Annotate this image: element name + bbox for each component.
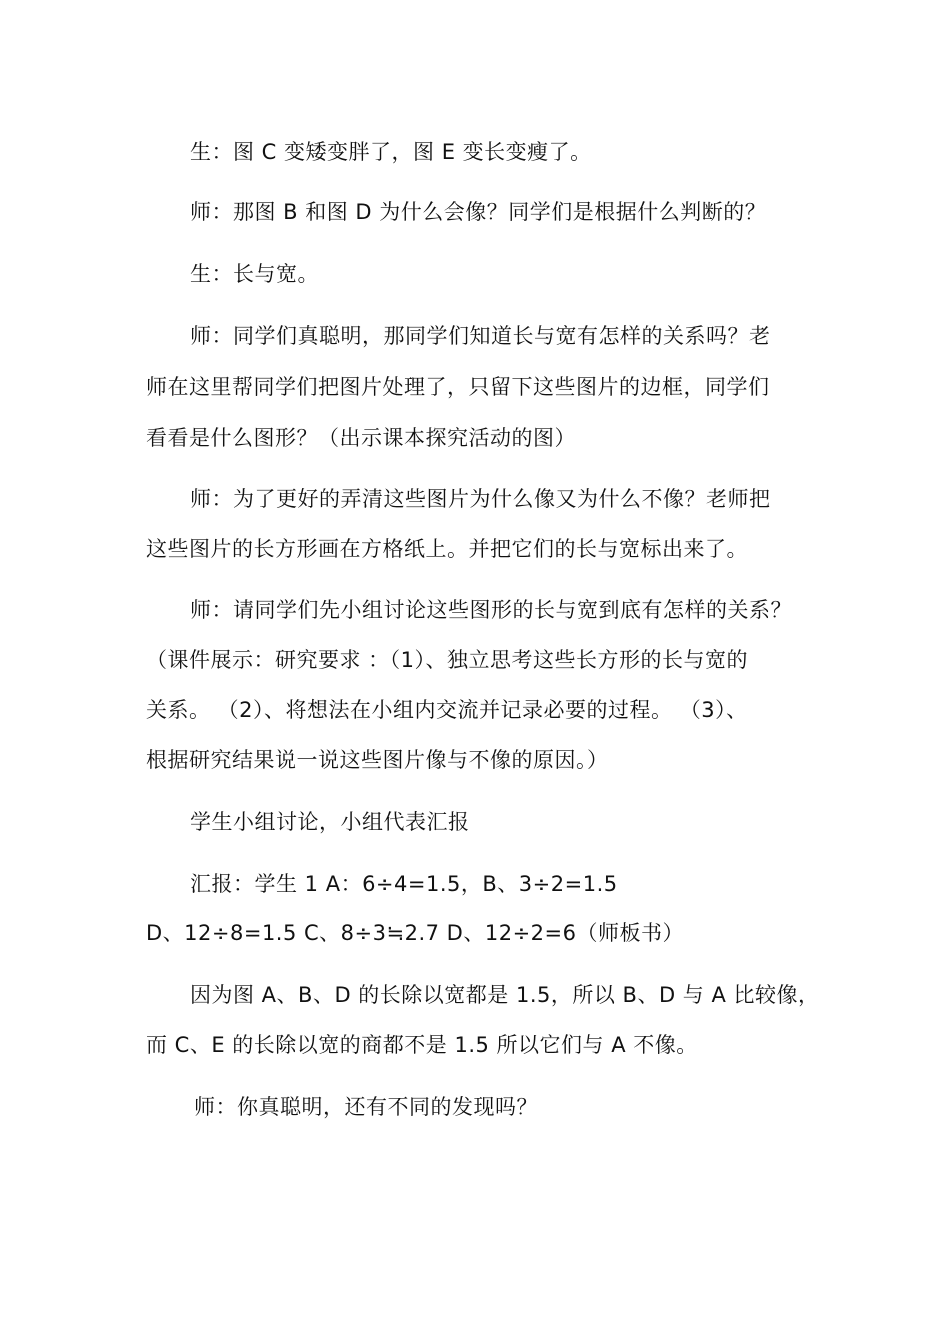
- paragraph-line: 师：为了更好的弄清这些图片为什么像又为什么不像？老师把: [190, 487, 771, 511]
- paragraph-line: 这些图片的长方形画在方格纸上。并把它们的长与宽标出来了。: [146, 537, 748, 561]
- paragraph-line: 师在这里帮同学们把图片处理了，只留下这些图片的边框，同学们: [146, 375, 770, 399]
- paragraph-line: 根据研究结果说一说这些图片像与不像的原因。）: [146, 748, 609, 772]
- paragraph-line: 师：你真聪明，还有不同的发现吗？: [194, 1095, 538, 1119]
- paragraph-line: 生：图 C 变矮变胖了，图 E 变长变瘦了。: [190, 140, 592, 164]
- paragraph-line: 看看是什么图形？（出示课本探究活动的图）: [146, 426, 576, 450]
- paragraph-line: 而 C、E 的长除以宽的商都不是 1.5 所以它们与 A 不像。: [146, 1033, 698, 1057]
- paragraph-line: 汇报：学生 1 A：6÷4=1.5，B、3÷2=1.5: [190, 872, 618, 896]
- paragraph-line: 因为图 A、B、D 的长除以宽都是 1.5，所以 B、D 与 A 比较像，: [190, 983, 820, 1007]
- paragraph-line: 生：长与宽。: [190, 262, 319, 286]
- paragraph-line: （课件展示：研究要求 ：（1）、独立思考这些长方形的长与宽的: [146, 648, 749, 672]
- paragraph-line: 师：那图 B 和图 D 为什么会像？同学们是根据什么判断的？: [190, 200, 767, 224]
- paragraph-line: D、12÷8=1.5 C、8÷3≒2.7 D、12÷2=6（师板书）: [146, 921, 684, 945]
- paragraph-line: 师：请同学们先小组讨论这些图形的长与宽到底有怎样的关系？: [190, 598, 792, 622]
- paragraph-line: 师：同学们真聪明，那同学们知道长与宽有怎样的关系吗？老: [190, 324, 771, 348]
- paragraph-line: 学生小组讨论，小组代表汇报: [190, 810, 470, 834]
- paragraph-line: 关系。 （2）、将想法在小组内交流并记录必要的过程。 （3）、: [146, 698, 748, 722]
